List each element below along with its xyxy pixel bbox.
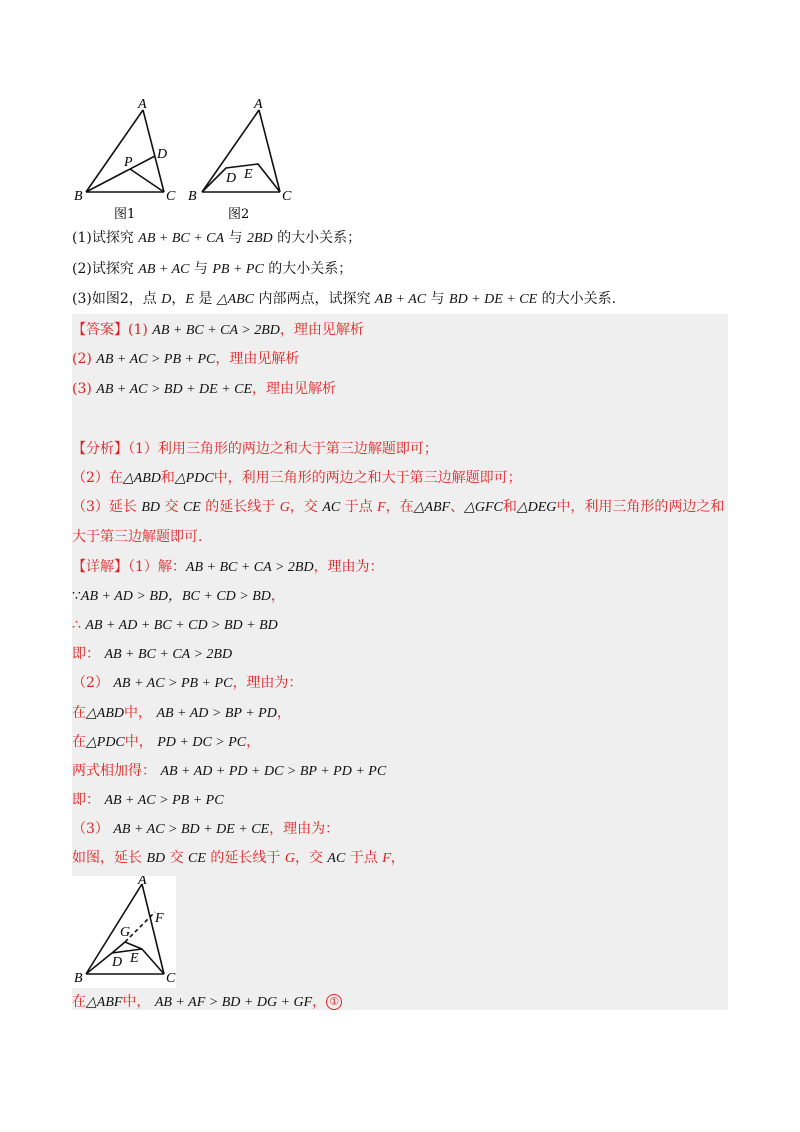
detail-11-a: 如图，延长	[72, 850, 147, 866]
detail-11-g: G	[284, 851, 295, 866]
fig3-label-c: C	[166, 971, 176, 986]
analysis-3-tri2: △GFC	[464, 500, 503, 515]
analysis-3-ce: CE	[182, 500, 201, 515]
analysis-3-bd: BD	[141, 500, 161, 515]
answer-1-reason: ，理由见解析	[279, 322, 364, 338]
detail-3-pre: ∴	[72, 617, 86, 633]
analysis-3-e: 于点	[340, 499, 378, 515]
detail-8-expr: AB + AD + PD + DC > BP + PD + PC	[160, 764, 387, 779]
q3-triangle: △ABC	[216, 292, 255, 307]
answer-3-reason: ，理由见解析	[252, 381, 337, 397]
q1-suffix: 的大小关系；	[272, 230, 362, 246]
analysis-3-end: 中，利用三角形的两边之和	[556, 499, 725, 515]
figure-1	[72, 96, 182, 222]
analysis-line-3	[72, 497, 724, 518]
analysis-3-s1: 、	[450, 499, 465, 515]
q3-prefix: (3)如图2，点	[72, 291, 162, 307]
fig3-label-f: F	[155, 911, 164, 926]
analysis-3-f2: ，在	[385, 499, 414, 515]
detail-12-mid: 中，	[122, 994, 155, 1010]
detail-6-post: ，	[276, 705, 291, 721]
detail-line-3	[72, 615, 278, 636]
detail-2-post: ，	[270, 588, 285, 604]
answer-2-prefix: (2)	[72, 351, 97, 367]
analysis-3-tri3: △DEG	[516, 500, 557, 515]
analysis-2-c: 中，利用三角形的两边之和大于第三边解题即可；	[213, 470, 522, 486]
answer-2-reason: ，理由见解析	[215, 351, 300, 367]
detail-line-7	[72, 732, 260, 753]
detail-11-end: ，	[390, 850, 405, 866]
question-3	[72, 289, 616, 310]
q3-is: 是	[193, 291, 217, 307]
detail-11-b: 交	[165, 850, 189, 866]
fig3-label-a: A	[138, 876, 147, 888]
detail-line-6	[72, 703, 291, 724]
answer-line-2	[72, 349, 299, 370]
answer-line-1	[72, 320, 364, 341]
analysis-3-ac: AC	[322, 500, 341, 515]
analysis-3-g: G	[279, 500, 290, 515]
analysis-3-c: 的延长线于	[200, 499, 280, 515]
q2-suffix: 的大小关系；	[263, 261, 353, 277]
detail-1-pre: （1）解：	[128, 559, 186, 575]
fig1-label-c: C	[166, 189, 176, 204]
circled-number-1: ①	[326, 994, 342, 1010]
detail-1-expr: AB + BC + CA > 2BD	[185, 560, 314, 575]
fig1-label-a: A	[138, 97, 147, 112]
detail-11-f: F	[382, 851, 391, 866]
q3-suffix: 的大小关系.	[537, 291, 617, 307]
detail-line-9	[72, 790, 224, 811]
detail-5-pre: （2）	[72, 675, 114, 691]
question-1	[72, 228, 361, 249]
q3-expr2: BD + DE + CE	[449, 292, 538, 307]
answer-3-expr: AB + AC > BD + DE + CE	[96, 382, 253, 397]
fig3-label-g: G	[120, 925, 131, 940]
detail-12-post: ，	[312, 994, 327, 1010]
detail-line-11	[72, 848, 405, 869]
detail-12-tri: △ABF	[86, 995, 123, 1010]
detail-5-post: ，理由为：	[232, 675, 303, 691]
q2-expr2: PB + PC	[212, 262, 264, 277]
analysis-line-1	[72, 439, 438, 459]
q2-prefix: (2)试探究	[72, 261, 139, 277]
detail-10-pre: （3）	[72, 821, 114, 837]
analysis-line-4	[72, 527, 202, 547]
detail-3-expr: AB + AD + BC + CD > BD + BD	[85, 618, 278, 633]
detail-1-post: ，理由为：	[313, 559, 384, 575]
analysis-3-s2: 和	[502, 499, 517, 515]
fig2-label-d: D	[226, 171, 237, 186]
detail-4-pre: 即：	[72, 646, 105, 662]
analysis-3-b: 交	[160, 499, 183, 515]
detail-9-expr: AB + AC > PB + PC	[104, 793, 224, 808]
detail-6-tri: △ABD	[86, 706, 124, 721]
analysis-text-1: （1）利用三角形的两边之和大于第三边解题即可；	[128, 441, 438, 457]
fig1-label-b: B	[74, 189, 83, 204]
detail-7-pre: 在	[72, 734, 86, 750]
q1-expr2: 2BD	[246, 231, 273, 246]
analysis-2-a: （2）在	[72, 470, 123, 486]
analysis-2-and: 和	[160, 470, 175, 486]
fig2-caption: 图2	[228, 207, 250, 222]
figure-2	[186, 96, 296, 222]
detail-6-expr: AB + AD > BP + PD	[156, 706, 277, 721]
detail-12-pre: 在	[72, 994, 86, 1010]
analysis-3-a: （3）延长	[72, 499, 142, 515]
detail-11-bd: BD	[146, 851, 166, 866]
detail-line-10	[72, 819, 339, 840]
fig3-label-b: B	[74, 971, 83, 986]
detail-9-pre: 即：	[72, 792, 105, 808]
q1-mid: 与	[224, 230, 247, 246]
detail-7-expr: PD + DC > PC	[157, 735, 247, 750]
q3-expr1: AB + AC	[374, 292, 427, 307]
detail-tag: 【详解】	[72, 559, 128, 575]
analysis-3-tri1: △ABF	[413, 500, 451, 515]
fig2-label-b: B	[188, 189, 197, 204]
detail-11-ac: AC	[327, 851, 346, 866]
detail-line-1	[72, 557, 384, 578]
detail-line-8	[72, 761, 386, 782]
detail-10-expr: AB + AC > BD + DE + CE	[113, 822, 270, 837]
q1-expr1: AB + BC + CA	[138, 231, 225, 246]
fig1-label-d: D	[157, 147, 168, 162]
detail-10-post: ，理由为：	[269, 821, 340, 837]
detail-line-5	[72, 673, 302, 694]
detail-2-pre: ∵	[72, 588, 81, 604]
fig2-label-c: C	[282, 189, 292, 204]
detail-2-expr: AB + AD > BD，BC + CD > BD	[80, 589, 271, 604]
detail-8-pre: 两式相加得：	[72, 763, 161, 779]
detail-7-post: ，	[246, 734, 261, 750]
fig1-caption: 图1	[114, 207, 136, 222]
q3-sep: ，	[171, 291, 186, 307]
detail-line-4	[72, 644, 232, 665]
answer-line-3	[72, 379, 336, 400]
answer-3-prefix: (3)	[72, 381, 97, 397]
analysis-2-tri1: △ABD	[122, 471, 161, 486]
fig1-label-p: P	[124, 155, 133, 170]
detail-line-12	[72, 992, 342, 1013]
detail-7-tri: △PDC	[86, 735, 125, 750]
answer-1-prefix: (1)	[128, 322, 153, 338]
fig2-label-a: A	[254, 97, 263, 112]
detail-11-d: ，交	[294, 850, 328, 866]
analysis-text-4: 大于第三边解题即可.	[72, 529, 203, 545]
detail-11-e: 于点	[345, 850, 383, 866]
detail-11-c: 的延长线于	[205, 850, 285, 866]
answer-2-expr: AB + AC > PB + PC	[96, 352, 216, 367]
q3-point-e: E	[185, 292, 194, 307]
question-2	[72, 259, 352, 280]
q3-inner: 内部两点，试探究	[254, 291, 375, 307]
detail-4-expr: AB + BC + CA > 2BD	[104, 647, 233, 662]
answer-tag: 【答案】	[72, 322, 128, 338]
analysis-tag: 【分析】	[72, 441, 128, 457]
analysis-2-tri2: △PDC	[174, 471, 214, 486]
detail-line-2	[72, 586, 285, 607]
q3-mid: 与	[426, 291, 450, 307]
fig3-label-e: E	[130, 951, 139, 966]
q1-prefix: (1)试探究	[72, 230, 139, 246]
detail-7-mid: 中，	[124, 734, 158, 750]
q3-point-d: D	[161, 292, 172, 307]
analysis-line-2	[72, 468, 522, 489]
q2-mid: 与	[189, 261, 213, 277]
detail-5-expr: AB + AC > PB + PC	[113, 676, 233, 691]
detail-11-ce: CE	[188, 851, 206, 866]
q2-expr1: AB + AC	[138, 262, 190, 277]
analysis-3-d: ，交	[289, 499, 323, 515]
fig2-label-e: E	[244, 167, 253, 182]
detail-6-pre: 在	[72, 705, 86, 721]
detail-12-expr: AB + AF > BD + DG + GF	[154, 995, 313, 1010]
detail-6-mid: 中，	[123, 705, 157, 721]
answer-1-expr: AB + BC + CA > 2BD	[152, 323, 280, 338]
figure-3	[72, 876, 176, 988]
analysis-3-f: F	[377, 500, 386, 515]
fig3-label-d: D	[112, 955, 123, 970]
